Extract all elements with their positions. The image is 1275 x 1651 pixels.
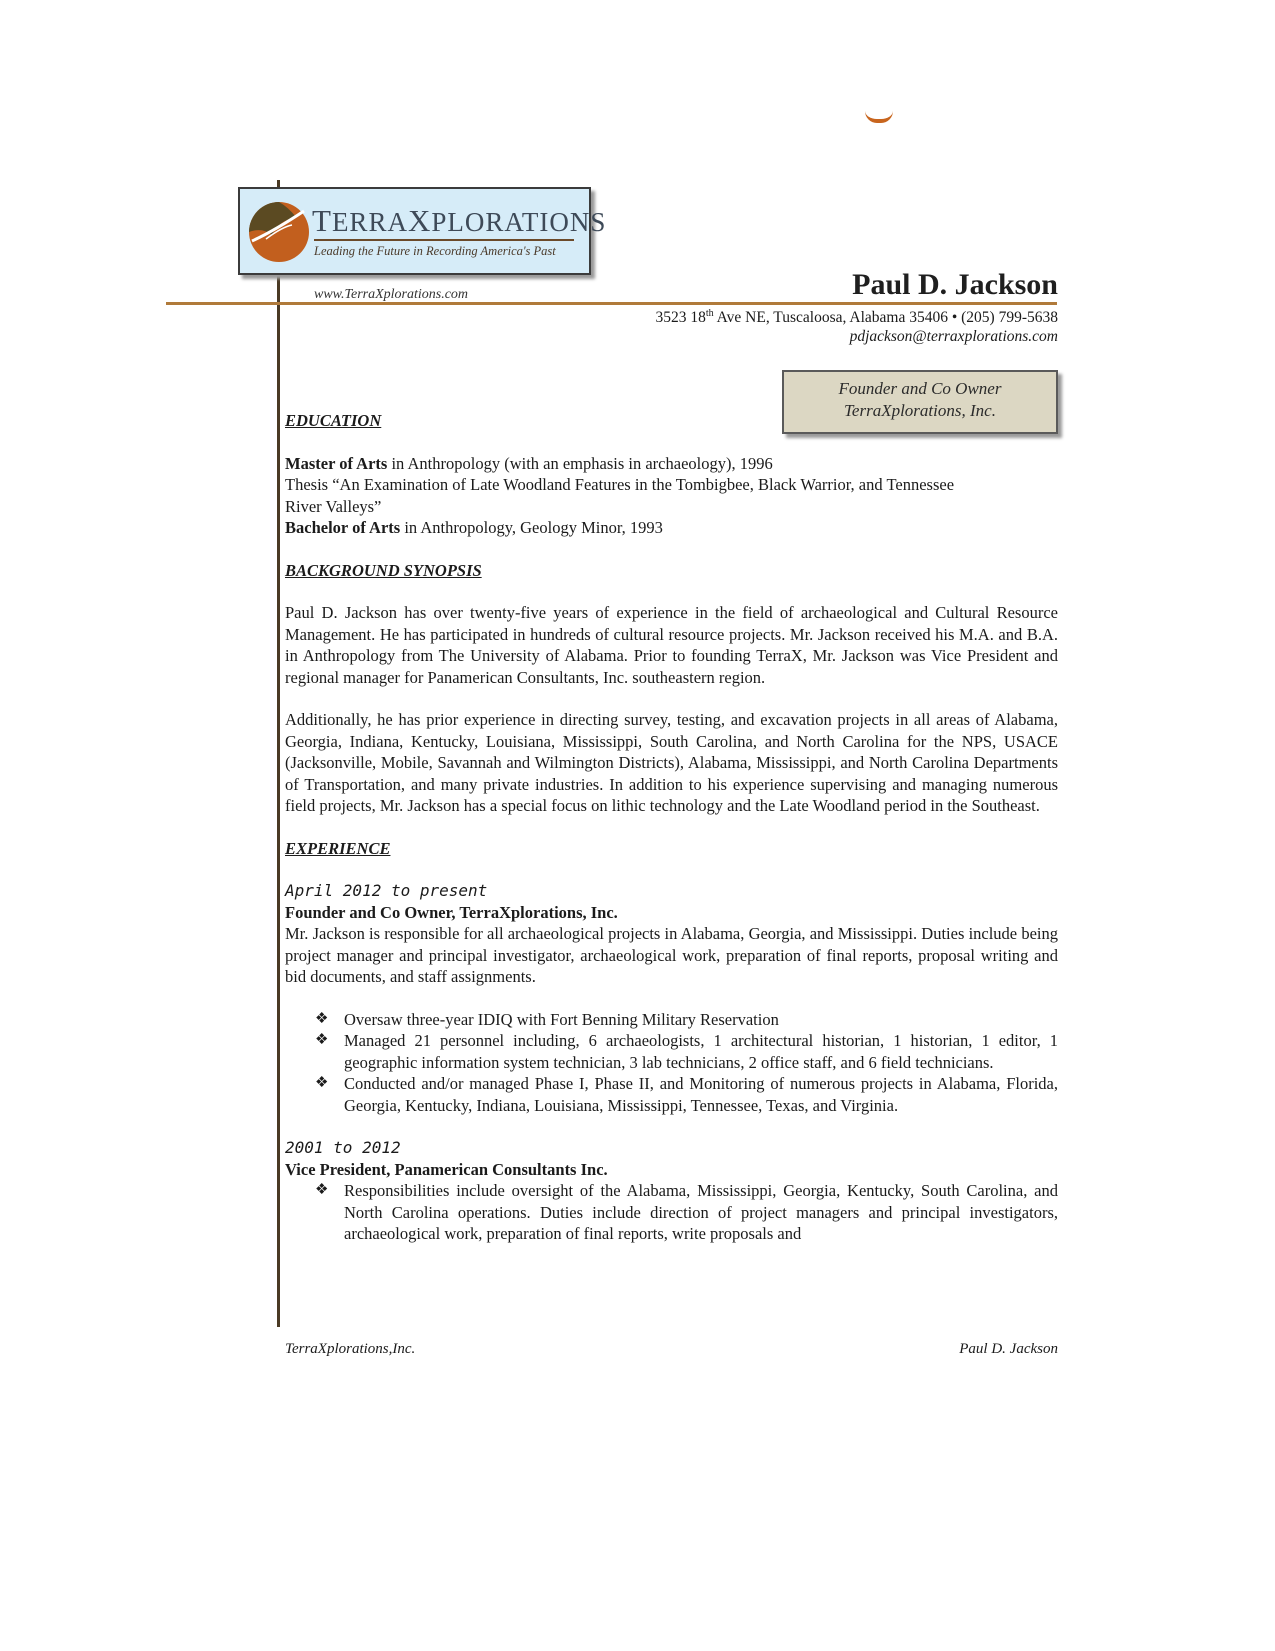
list-item: ❖ Managed 21 personnel including, 6 archaeologists, 1 architectural historian, 1 historian, 1 editor, 1 geographic information system technician, 3 lab technicians, 2 office staff, and 6 field technicians. [315, 1031, 1058, 1072]
vertical-rule [277, 180, 280, 1327]
list-item: ❖ Oversaw three-year IDIQ with Fort Benning Military Reservation [315, 1009, 779, 1029]
job1-dates: April 2012 to present [285, 881, 488, 900]
bullet-diamond-icon: ❖ [315, 1032, 329, 1048]
email-link[interactable]: pdjackson@terraxplorations.com [849, 328, 1058, 345]
experience-heading: EXPERIENCE [285, 838, 391, 858]
logo-tagline: Leading the Future in Recording America's Past [314, 244, 556, 258]
job1-bullets [285, 1009, 1058, 1117]
company-logo [238, 187, 607, 275]
job2-bullets [285, 1180, 1058, 1245]
footer-company: TerraXplorations,Inc. [285, 1341, 416, 1357]
background-paragraph-1: Paul D. Jackson has over twenty-five years of experience in the field of archaeological and Cultural Resource Management. He has participated in hundreds of cultural resource projects. Mr. Jackson received his M.A. and B.A. in Anthropology from The University of Alabama. Prior to founding TerraX, Mr. Jackson was Vice President and regional manager for Panamerican Consultants, Inc. southeastern region. [285, 603, 1058, 687]
logo-rule [314, 239, 574, 241]
bullet-diamond-icon: ❖ [315, 1075, 329, 1091]
job1-title: Founder and Co Owner, TerraXplorations, Inc. [285, 902, 618, 922]
education-heading: EDUCATION [285, 411, 382, 430]
list-item: ❖ Conducted and/or managed Phase I, Phase II, and Monitoring of numerous projects in Alabama, Florida, Georgia, Kentucky, Indiana, Louisiana, Mississippi, Tennessee, Texas, and Virginia. [315, 1074, 1058, 1115]
list-item: ❖ Responsibilities include oversight of the Alabama, Mississippi, Georgia, Kentucky, South Carolina, and North Carolina operations. Duties include direction of project managers and principal investigators, archaeological work, preparation of final reports, write proposals and [315, 1181, 1058, 1243]
decorative-arc [865, 111, 893, 123]
footer-name: Paul D. Jackson [959, 1341, 1058, 1357]
education-ma: Master of Arts in Anthropology (with an emphasis in archaeology), 1996 [285, 453, 773, 473]
background-paragraph-2: Additionally, he has prior experience in directing survey, testing, and excavation projects in all areas of Alabama, Georgia, Indiana, Kentucky, Louisiana, Mississippi, South Carolina, and North Carolina for the NPS, USACE (Jacksonville, Mobile, Savannah and Wilmington Districts), Alabama, Mississippi, and North Carolina Departments of Transportation, and many private industries. In addition to his experience supervising and managing numerous field projects, Mr. Jackson has a special focus on lithic technology and the Late Woodland period in the Southeast. [285, 710, 1058, 815]
address-line: 3523 18th Ave NE, Tuscaloosa, Alabama 35406 • (205) 799-5638 [655, 308, 1058, 327]
role-title: Founder and Co Owner [838, 379, 1002, 398]
person-name: Paul D. Jackson [852, 268, 1058, 301]
website-link[interactable]: www.TerraXplorations.com [314, 287, 469, 302]
job2-dates: 2001 to 2012 [285, 1138, 401, 1157]
role-company: TerraXplorations, Inc. [844, 401, 996, 420]
job1-description: Mr. Jackson is responsible for all archaeological projects in Alabama, Georgia, and Mississippi. Duties include being project manager and principal investigator, archaeological work, preparation of final reports, proposal writing and bid documents, and staff assignments. [285, 924, 1058, 986]
resume-body [285, 410, 1058, 1245]
job2-title: Vice President, Panamerican Consultants Inc. [285, 1159, 608, 1179]
education-ba: Bachelor of Arts in Anthropology, Geology Minor, 1993 [285, 518, 663, 537]
horizontal-rule [166, 302, 1057, 305]
education-thesis: Thesis “An Examination of Late Woodland Features in the Tombigbee, Black Warrior, and Tennessee River Valleys” [285, 475, 955, 516]
bullet-diamond-icon: ❖ [315, 1182, 329, 1198]
globe-feather-icon [248, 201, 310, 263]
background-heading: BACKGROUND SYNOPSIS [285, 560, 482, 580]
logo-wordmark: TERRAXPLORATIONS [312, 203, 607, 238]
bullet-diamond-icon: ❖ [315, 1010, 329, 1027]
